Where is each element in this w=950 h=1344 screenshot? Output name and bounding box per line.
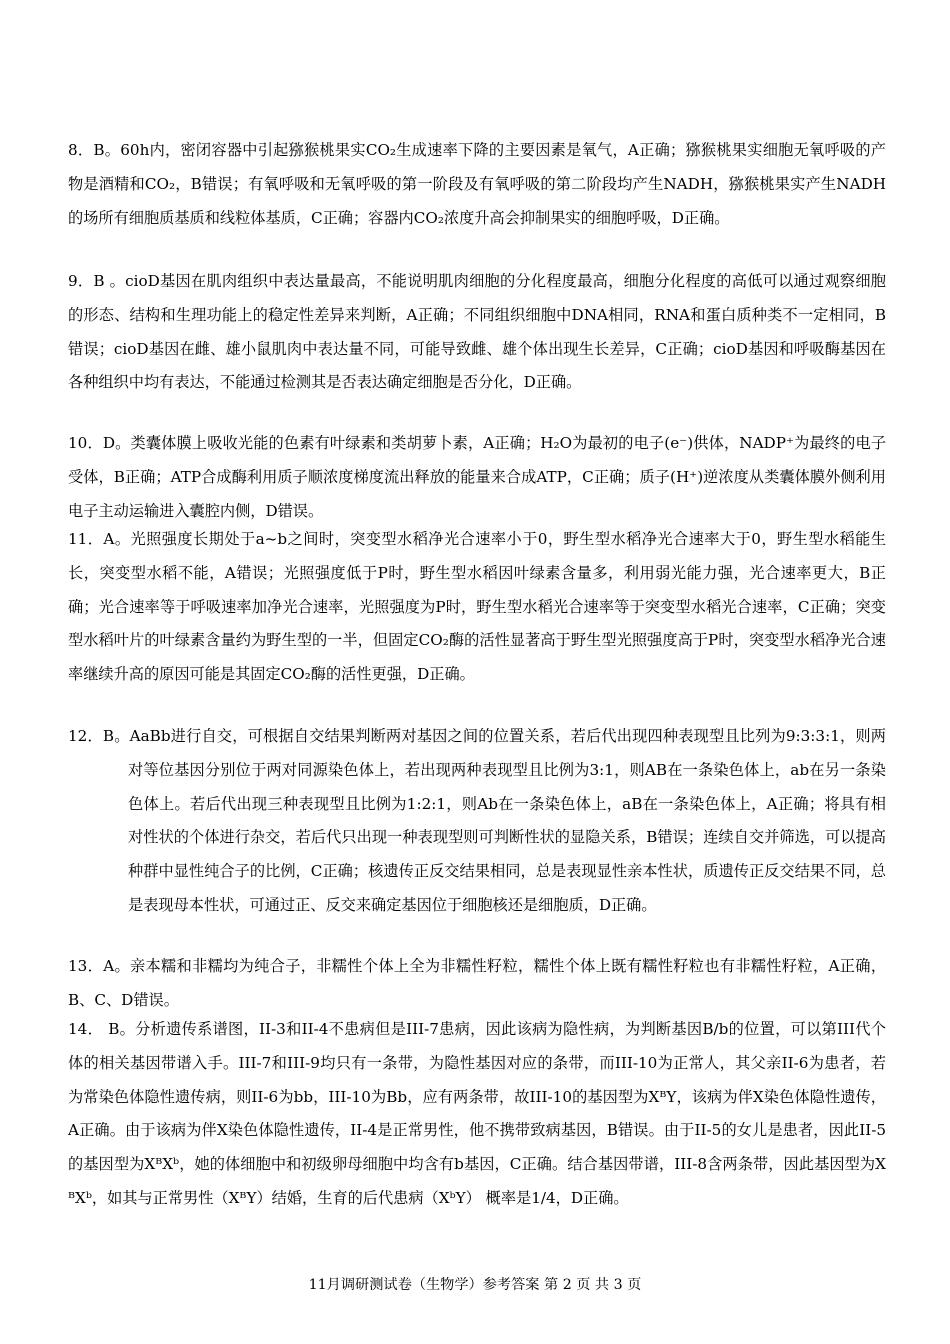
answer-number: 9． [68,272,94,290]
answer-text: A。光照强度长期处于a~b之间时，突变型水稻净光合速率小于0，野生型水稻净光合速率大于0，野生型水稻能生长，突变型水稻不能，A错误；光照强度低于P时，野生型水稻因叶绿素含量多，利用弱光能力强，光合速率更大，B正确；光合速率等于呼吸速率加净光合速率，光照强度为P时，野生型水稻光合速率等于突变型水稻光合速率，C正确；突变型水稻叶片的叶绿素含量约为野生型的一半，但固定CO₂酶的活性显著高于野生型光照强度高于P时，突变型水稻净光合速率继续升高的原因可能是其固定CO₂酶的活性更强，D正确。 [68,530,887,684]
answer-item-13 [68,950,886,1018]
answer-text: B 。cioD基因在肌肉组织中表达量最高，不能说明肌肉细胞的分化程度最高，细胞分化程度的高低可以通过观察细胞的形态、结构和生理功能上的稳定性差异来判断，A正确；不同组织细胞中DNA相同，RNA和蛋白质种类不一定相同，B错误；cioD基因在雌、雄小鼠肌肉中表达量不同，可能导致雌、雄个体出现生长差异，C正确；cioD基因和呼吸酶基因在各种组织中均有表达，不能通过检测其是否表达确定细胞是否分化，D正确。 [68,272,886,392]
answer-text: B。分析遗传系谱图，II-3和II-4不患病但是III-7患病，因此该病为隐性病，为判断基因B/b的位置，可以第III代个体的相关基因带谱入手。III-7和III-9均只有一条带，为隐性基因对应的条带，而III-10为正常人，其父亲II-6为患者，若为常染色体隐性遗传病，则II-6为bb，III-10为Bb，应有两条带，故III-10的基因型为XᴮY，该病为伴X染色体隐性遗传，A正确。由于该病为伴X染色体隐性遗传，II-4是正常男性，他不携带致病基因，B错误。由于II-5的女儿是患者，因此II-5的基因型为XᴮXᵇ，她的体细胞中和初级卵母细胞中均含有b基因，C正确。结合基因带谱，III-8含两条带，因此基因型为XᴮXᵇ，如其与正常男性（XᴮY）结婚，生育的后代患病（XᵇY） 概率是1/4，D正确。 [68,1020,886,1207]
answer-text: B。60h内，密闭容器中引起猕猴桃果实CO₂生成速率下降的主要因素是氧气，A正确；猕猴桃果实细胞无氧呼吸的产物是酒精和CO₂，B错误；有氧呼吸和无氧呼吸的第一阶段及有氧呼吸的第二阶段均产生NADH，猕猴桃果实产生NADH的场所有细胞质基质和线粒体基质，C正确；容器内CO₂浓度升高会抑制果实的细胞呼吸，D正确。 [68,141,886,227]
answer-text: D。类囊体膜上吸收光能的色素有叶绿素和类胡萝卜素，A正确；H₂O为最初的电子(e⁻)供体，NADP⁺为最终的电子受体，B正确；ATP合成酶利用质子顺浓度梯度流出释放的能量来合成ATP，C正确；质子(H⁺)逆浓度从类囊体膜外侧利用电子主动运输进入囊腔内侧，D错误。 [68,434,887,520]
page-footer: 11月调研测试卷（生物学）参考答案 第 2 页 共 3 页 [308,1277,642,1293]
answer-item-8 [68,134,886,235]
answer-number: 13． [68,957,104,975]
answer-item-10 [68,427,886,528]
answer-number: 8． [68,141,94,159]
answer-number: 11． [68,530,104,548]
answer-number: 14． [68,1020,104,1038]
answer-item-11 [68,523,886,692]
answer-text: A。亲本糯和非糯均为纯合子，非糯性个体上全为非糯性籽粒，糯性个体上既有糯性籽粒也有非糯性籽粒，A正确，B、C、D错误。 [68,957,887,1009]
answer-number: 10． [68,434,103,452]
answer-item-14 [68,1013,886,1216]
answer-number: 12． [68,727,103,745]
answer-item-12 [68,720,886,923]
answer-item-9 [68,265,886,400]
answer-text: B。AaBb进行自交，可根据自交结果判断两对基因之间的位置关系，若后代出现四种表现型且比列为9:3:3:1，则两对等位基因分别位于两对同源染色体上，若出现两种表现型且比例为3:1，则AB在一条染色体上，ab在另一条染色体上。若后代出现三种表现型且比例为1:2:1，则Ab在一条染色体上，aB在一条染色体上，A正确；将具有相对性状的个体进行杂交，若后代只出现一种表现型则可判断性状的显隐关系，B错误；连续自交并筛选，可以提高种群中显性纯合子的比例，C正确；核遗传正反交结果相同，总是表现显性亲本性状，质遗传正反交结果不同，总是表现母本性状，可通过正、反交来确定基因位于细胞核还是细胞质，D正确。 [102,727,886,914]
